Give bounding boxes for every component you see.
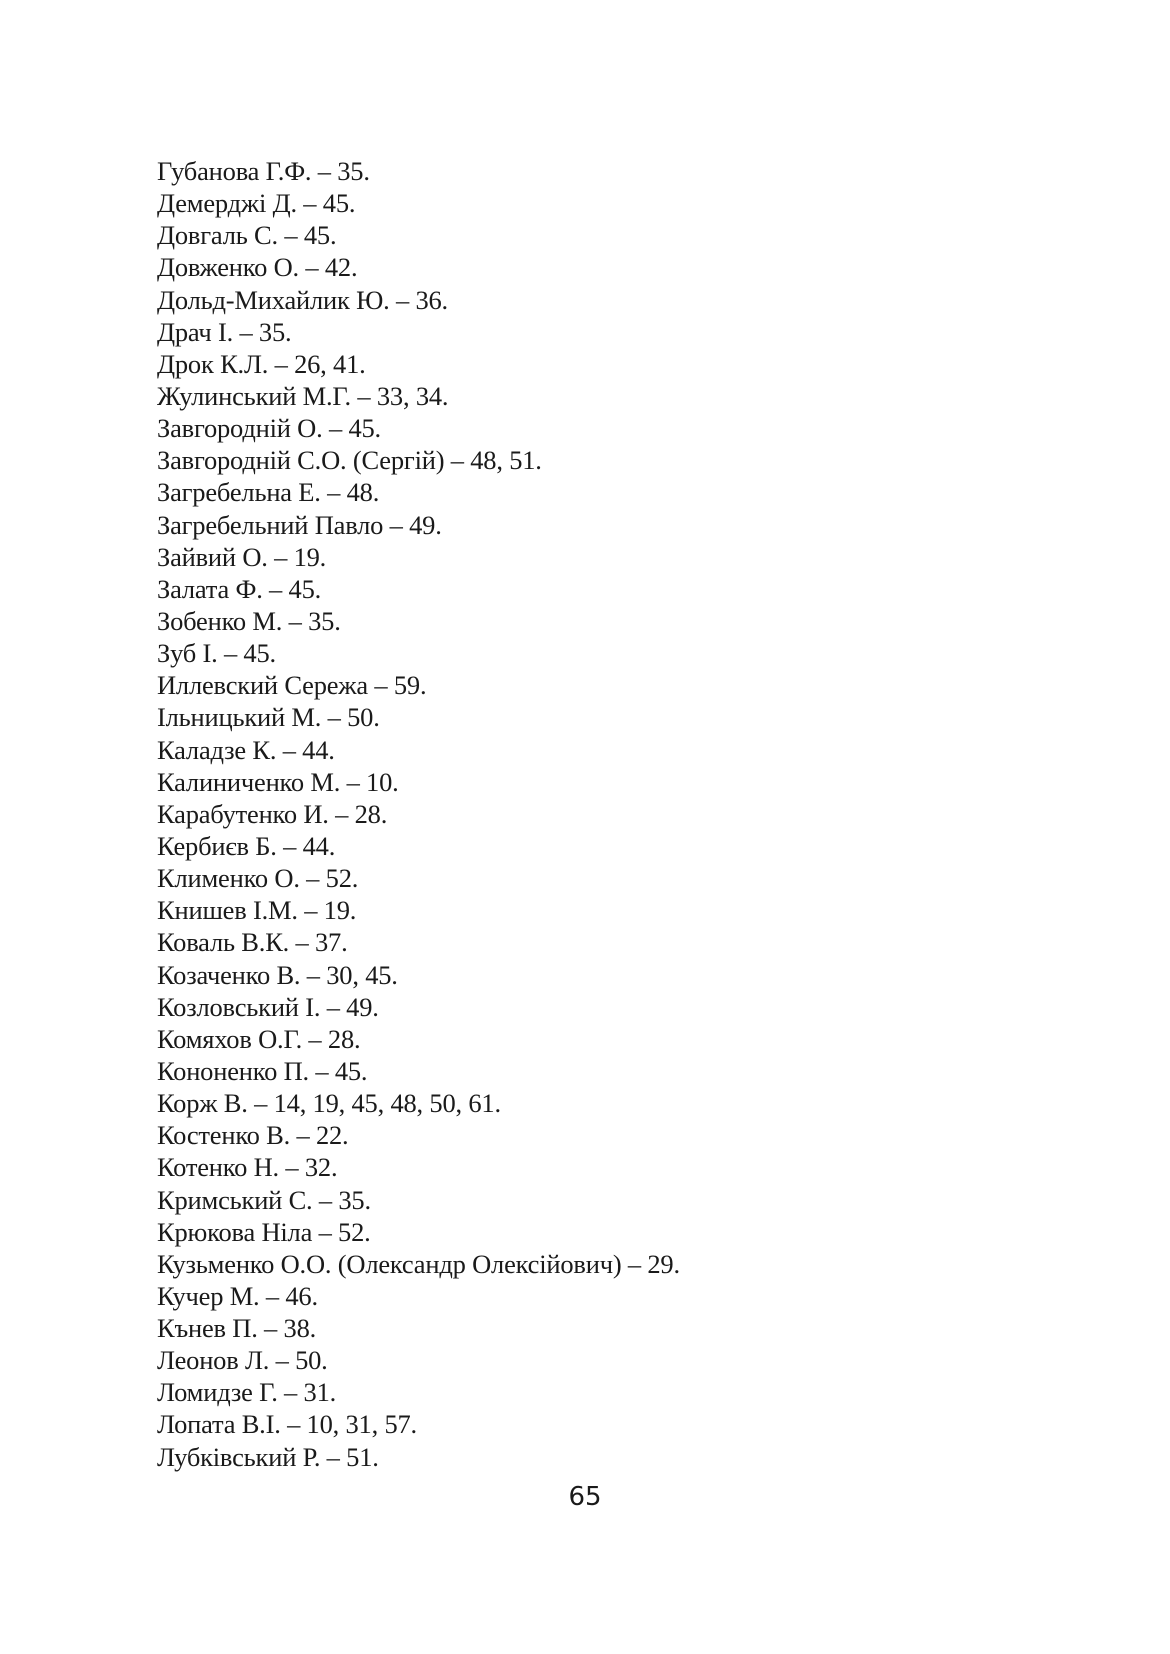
index-entry: Дрок К.Л. – 26, 41. xyxy=(157,348,366,379)
name-index-list xyxy=(157,155,1057,1473)
index-entry: Довженко О. – 42. xyxy=(157,252,358,283)
index-entry: Ломидзе Г. – 31. xyxy=(157,1377,337,1408)
index-entry: Кримський С. – 35. xyxy=(157,1184,371,1215)
index-entry: Лопата В.І. – 10, 31, 57. xyxy=(157,1409,417,1440)
index-entry: Демерджі Д. – 45. xyxy=(157,188,356,219)
index-entry: Карабутенко И. – 28. xyxy=(157,798,388,829)
index-entry: Зобенко М. – 35. xyxy=(157,605,341,636)
index-entry: Иллевский Сережа – 59. xyxy=(157,670,427,701)
index-entry: Жулинський М.Г. – 33, 34. xyxy=(157,380,449,411)
page-number: 65 xyxy=(568,1482,602,1512)
index-entry: Довгаль С. – 45. xyxy=(157,220,337,251)
index-entry: Завгородній О. – 45. xyxy=(157,413,381,444)
index-entry: Котенко Н. – 32. xyxy=(157,1152,338,1183)
index-entry: Калиниченко М. – 10. xyxy=(157,766,399,797)
index-entry: Кънев П. – 38. xyxy=(157,1313,317,1344)
index-entry: Драч І. – 35. xyxy=(157,316,292,347)
index-entry: Загребельний Павло – 49. xyxy=(157,509,442,540)
index-entry: Козаченко В. – 30, 45. xyxy=(157,959,398,990)
index-entry: Кучер М. – 46. xyxy=(157,1280,318,1311)
index-entry: Лубківський Р. – 51. xyxy=(157,1441,379,1472)
index-entry: Крюкова Ніла – 52. xyxy=(157,1216,371,1247)
index-entry: Комяхов О.Г. – 28. xyxy=(157,1023,361,1054)
index-entry: Залата Ф. – 45. xyxy=(157,573,322,604)
index-entry: Костенко В. – 22. xyxy=(157,1120,349,1151)
index-entry: Зуб І. – 45. xyxy=(157,638,276,669)
index-entry: Козловський І. – 49. xyxy=(157,991,379,1022)
index-entry: Загребельна Е. – 48. xyxy=(157,477,380,508)
index-entry: Каладзе К. – 44. xyxy=(157,734,335,765)
index-entry: Зайвий О. – 19. xyxy=(157,541,327,572)
index-entry: Губанова Г.Ф. – 35. xyxy=(157,156,370,186)
index-entry: Книшев І.М. – 19. xyxy=(157,895,357,926)
index-entry: Ільницький М. – 50. xyxy=(157,702,380,733)
index-entry: Кононенко П. – 45. xyxy=(157,1055,368,1086)
index-entry: Клименко О. – 52. xyxy=(157,863,359,894)
index-entry: Дольд-Михайлик Ю. – 36. xyxy=(157,284,448,315)
index-entry: Леонов Л. – 50. xyxy=(157,1345,328,1376)
index-entry: Коваль В.К. – 37. xyxy=(157,927,348,958)
index-entry: Кузьменко О.О. (Олександр Олексійович) – 29. xyxy=(157,1248,680,1279)
index-entry: Корж В. – 14, 19, 45, 48, 50, 61. xyxy=(157,1088,501,1119)
index-entry: Кербиєв Б. – 44. xyxy=(157,830,336,861)
index-entry: Завгородній С.О. (Сергій) – 48, 51. xyxy=(157,445,542,476)
